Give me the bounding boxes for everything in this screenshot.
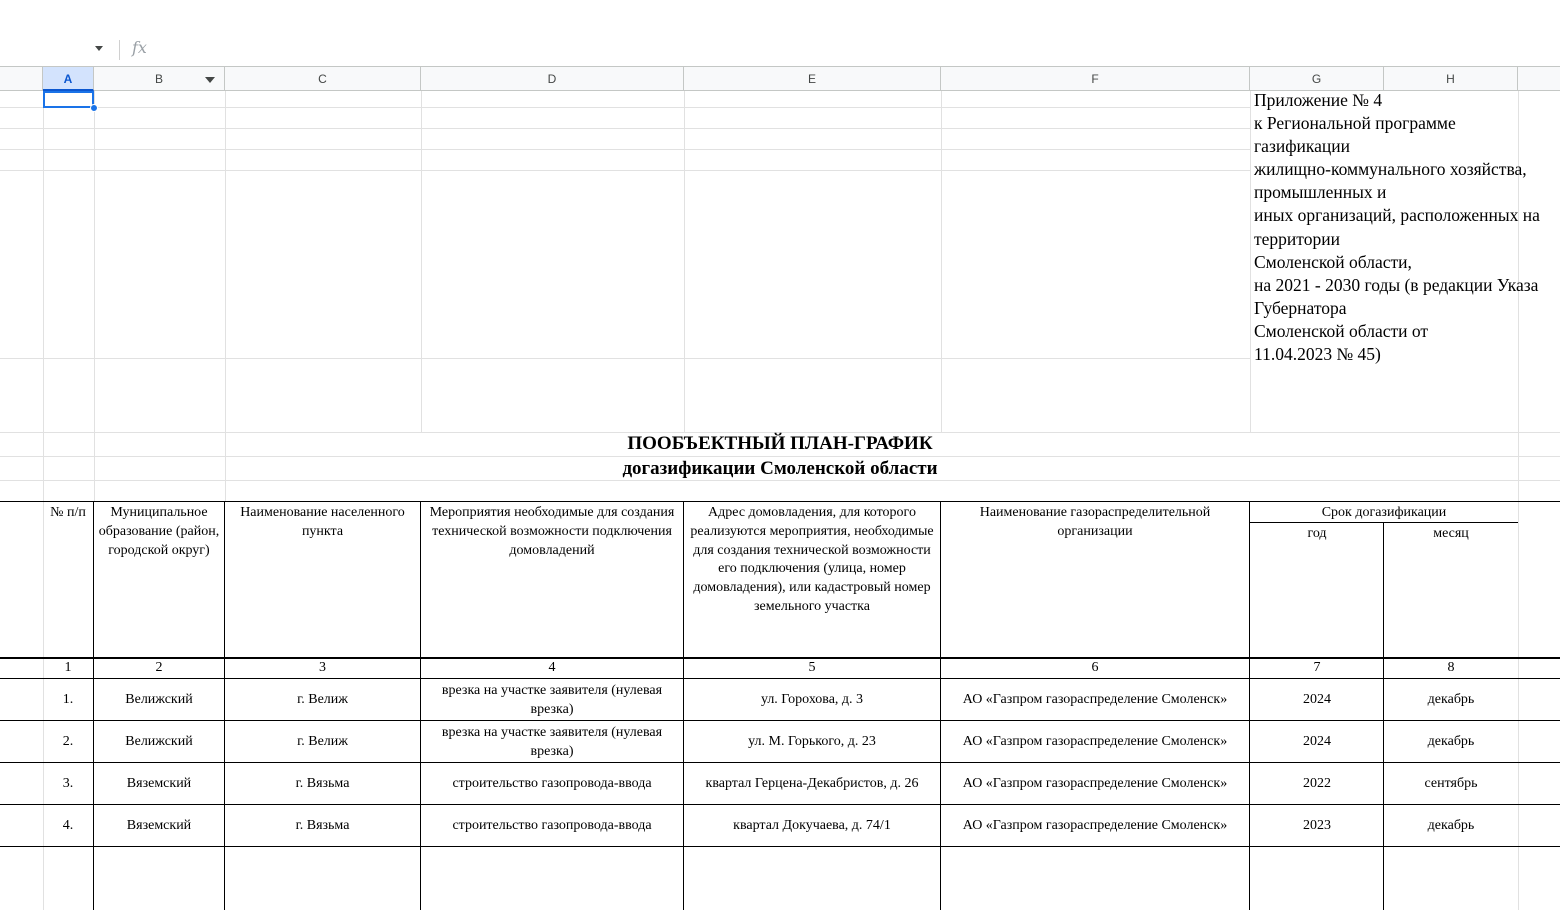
cell-year[interactable]: 2024 xyxy=(1303,734,1331,749)
cell-address[interactable]: квартал Герцена-Декабристов, д. 26 xyxy=(705,776,919,791)
column-header-b[interactable]: B xyxy=(94,67,225,91)
cell-settlement[interactable]: г. Велиж xyxy=(297,692,348,707)
cell-municipality[interactable]: Вяземский xyxy=(126,818,192,833)
cell-num[interactable]: 1. xyxy=(62,692,74,707)
cell-address[interactable]: ул. Горохова, д. 3 xyxy=(760,692,864,707)
cell-measures[interactable]: строительство газопровода-ввода xyxy=(452,776,652,791)
header-settlement: Наименование населенного пункта xyxy=(240,505,405,539)
cell-municipality[interactable]: Вяземский xyxy=(126,776,192,791)
cell-num[interactable]: 2. xyxy=(62,734,74,749)
cell-measures[interactable]: строительство газопровода-ввода xyxy=(452,818,652,833)
col-number-3: 3 xyxy=(319,660,326,675)
cell-num[interactable]: 3. xyxy=(62,776,74,791)
header-address: Адрес домовладения, для которого реализуются мероприятия, необходимые для создания технической возможности его подключения (улица, номер домовладения), или кадастровый номер земельного участка xyxy=(690,505,934,614)
col-number-2: 2 xyxy=(155,660,163,675)
formula-bar-divider xyxy=(119,40,120,60)
select-all-corner[interactable] xyxy=(0,67,43,91)
cell-year[interactable]: 2023 xyxy=(1303,818,1331,833)
column-header-row xyxy=(0,66,1560,91)
cell-address[interactable]: квартал Докучаева, д. 74/1 xyxy=(733,818,891,833)
column-header-c[interactable]: C xyxy=(225,67,421,91)
formula-bar xyxy=(0,0,1560,66)
cell-month[interactable]: декабрь xyxy=(1427,692,1475,707)
cell-municipality[interactable]: Велижский xyxy=(125,692,193,707)
dropdown-arrow-icon[interactable] xyxy=(204,75,216,85)
header-month: месяц xyxy=(1433,526,1469,541)
column-header-d[interactable]: D xyxy=(421,67,684,91)
header-num: № п/п xyxy=(50,505,86,520)
header-year: год xyxy=(1307,526,1327,541)
header-measures: Мероприятия необходимые для создания технической возможности подключения домовладений xyxy=(429,505,675,558)
col-number-7: 7 xyxy=(1313,660,1321,675)
col-number-5: 5 xyxy=(808,660,816,675)
column-header-h[interactable]: H xyxy=(1384,67,1518,91)
header-municipality: Муниципальное образование (район, городской округ) xyxy=(98,505,220,558)
cell-address[interactable]: ул. М. Горького, д. 23 xyxy=(748,734,876,749)
cell-municipality[interactable]: Велижский xyxy=(125,734,193,749)
cell-settlement[interactable]: г. Вязьма xyxy=(295,776,350,791)
column-header-a[interactable]: A xyxy=(43,67,94,91)
col-number-4: 4 xyxy=(548,660,556,675)
cell-settlement[interactable]: г. Вязьма xyxy=(295,818,350,833)
cell-year[interactable]: 2024 xyxy=(1303,692,1331,707)
fill-handle[interactable] xyxy=(90,104,98,112)
document-title: ПООБЪЕКТНЫЙ ПЛАН-ГРАФИК xyxy=(627,433,933,454)
cell-measures[interactable]: врезка на участке заявителя (нулевая врезка) xyxy=(441,682,663,717)
header-gdo: Наименование газораспределительной организации xyxy=(979,505,1211,539)
cell-gdo[interactable]: АО «Газпром газораспределение Смоленск» xyxy=(962,818,1228,833)
col-number-8: 8 xyxy=(1447,660,1455,675)
fx-icon: fx xyxy=(132,38,147,57)
cell-month[interactable]: декабрь xyxy=(1427,818,1475,833)
col-number-1: 1 xyxy=(64,660,72,675)
cell-month[interactable]: декабрь xyxy=(1427,734,1475,749)
column-header-e[interactable]: E xyxy=(684,67,941,91)
col-number-6: 6 xyxy=(1091,660,1099,675)
cell-month[interactable]: сентябрь xyxy=(1424,776,1478,791)
cell-num[interactable]: 4. xyxy=(62,818,74,833)
column-header-next[interactable] xyxy=(1518,67,1560,91)
chevron-down-icon[interactable] xyxy=(92,41,106,55)
column-header-g[interactable]: G xyxy=(1250,67,1384,91)
appendix-note: Приложение № 4 к Региональной программе газификации жилищно-коммунального хозяйства, промышленных и иных организаций, расположенных на территории Смоленской области, на 2021 - 2030 годы (в редакции Указа Губернатора Смоленской области от 11.04.2023 № 45) xyxy=(1254,90,1540,365)
cell-gdo[interactable]: АО «Газпром газораспределение Смоленск» xyxy=(962,692,1228,707)
cell-year[interactable]: 2022 xyxy=(1303,776,1331,791)
cell-settlement[interactable]: г. Велиж xyxy=(297,734,348,749)
header-term: Срок догазификации xyxy=(1321,505,1447,520)
document-subtitle: догазификации Смоленской области xyxy=(622,458,938,479)
selected-cell-a1[interactable] xyxy=(43,91,94,108)
cell-measures[interactable]: врезка на участке заявителя (нулевая врезка) xyxy=(441,724,663,759)
column-header-f[interactable]: F xyxy=(941,67,1250,91)
cell-gdo[interactable]: АО «Газпром газораспределение Смоленск» xyxy=(962,776,1228,791)
cell-gdo[interactable]: АО «Газпром газораспределение Смоленск» xyxy=(962,734,1228,749)
